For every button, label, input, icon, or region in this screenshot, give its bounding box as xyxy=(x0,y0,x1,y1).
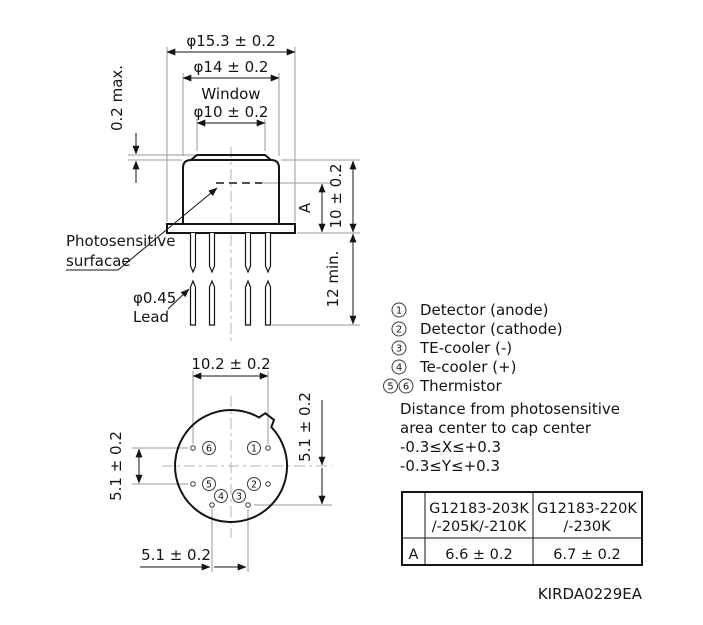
bottom-view xyxy=(107,355,332,572)
table-header-col3-line2: /-230K xyxy=(563,519,611,535)
lead-diameter-label: φ0.45 xyxy=(133,289,177,307)
legend-mark-4: 4 xyxy=(395,362,403,374)
pin-6-number: 6 xyxy=(205,443,213,455)
table-header-col2-line1: G12183-203K xyxy=(429,501,529,517)
legend-label-2: Detector (cathode) xyxy=(420,320,563,338)
dim-window-step: 0.2 max. xyxy=(108,64,126,132)
table-row-label: A xyxy=(408,547,419,563)
legend-item-1 xyxy=(392,301,548,319)
legend-item-4 xyxy=(392,358,516,376)
dim-flange-diameter: φ15.3 ± 0.2 xyxy=(186,32,276,50)
pin-5 xyxy=(191,478,216,491)
dim-a-label: A xyxy=(296,202,314,214)
legend-mark-5: 5 xyxy=(387,381,394,393)
tolerance-note xyxy=(400,400,620,475)
legend-mark-1: 1 xyxy=(395,305,403,317)
window-label: Window xyxy=(201,85,261,103)
pin-2-number: 2 xyxy=(250,479,258,491)
dim-window-diameter: φ10 ± 0.2 xyxy=(193,103,269,121)
pin-2 xyxy=(248,478,271,491)
flange xyxy=(167,224,295,233)
dimension-a-table xyxy=(402,492,642,565)
dim-bottom-pin-spacing: 5.1 ± 0.2 xyxy=(141,546,211,564)
pin-3 xyxy=(233,490,251,508)
dim-lead-length: 12 min. xyxy=(324,250,342,308)
lead-label: Lead xyxy=(133,308,170,326)
legend-item-5-6 xyxy=(384,377,503,395)
pin-1 xyxy=(248,442,271,455)
table-header-col3-line1: G12183-220K xyxy=(537,501,637,517)
legend-mark-2: 2 xyxy=(395,324,403,336)
document-number: KIRDA0229EA xyxy=(537,585,642,603)
pin-3-number: 3 xyxy=(235,491,243,503)
dim-cap-diameter: φ14 ± 0.2 xyxy=(193,58,269,76)
legend-label-3: TE-cooler (-) xyxy=(420,339,513,357)
dim-pin-pitch: 10.2 ± 0.2 xyxy=(191,355,271,373)
table-value-col2: 6.6 ± 0.2 xyxy=(445,547,513,563)
note-line2: area center to cap center xyxy=(400,419,592,437)
legend-label-5-6: Thermistor xyxy=(420,377,502,395)
pin-4 xyxy=(210,490,228,508)
note-line1: Distance from photosensitive xyxy=(400,400,620,418)
legend-label-4: Te-cooler (+) xyxy=(420,358,517,376)
note-line4: -0.3≤Y≤+0.3 xyxy=(400,457,500,475)
pin-legend xyxy=(384,301,563,395)
note-line3: -0.3≤X≤+0.3 xyxy=(400,438,502,456)
pin-1-number: 1 xyxy=(250,443,258,455)
legend-mark-6: 6 xyxy=(402,381,410,393)
legend-label-1: Detector (anode) xyxy=(420,301,549,319)
dim-height: 10 ± 0.2 xyxy=(327,163,345,229)
pin-4-number: 4 xyxy=(217,491,225,503)
pin-6 xyxy=(191,442,216,455)
legend-mark-3: 3 xyxy=(395,343,403,355)
legend-item-2 xyxy=(392,320,563,338)
table-value-col3: 6.7 ± 0.2 xyxy=(553,547,621,563)
photosensitive-label-line1: Photosensitive xyxy=(66,232,176,250)
legend-item-3 xyxy=(392,339,512,357)
table-header-col2-line2: /-205K/-210K xyxy=(431,519,527,535)
dim-row-spacing-right: 5.1 ± 0.2 xyxy=(296,392,314,462)
dim-row-spacing-left: 5.1 ± 0.2 xyxy=(107,431,125,501)
photosensitive-label-line2: surfacae xyxy=(66,252,131,270)
pin-5-number: 5 xyxy=(205,479,213,491)
side-view xyxy=(66,32,360,342)
